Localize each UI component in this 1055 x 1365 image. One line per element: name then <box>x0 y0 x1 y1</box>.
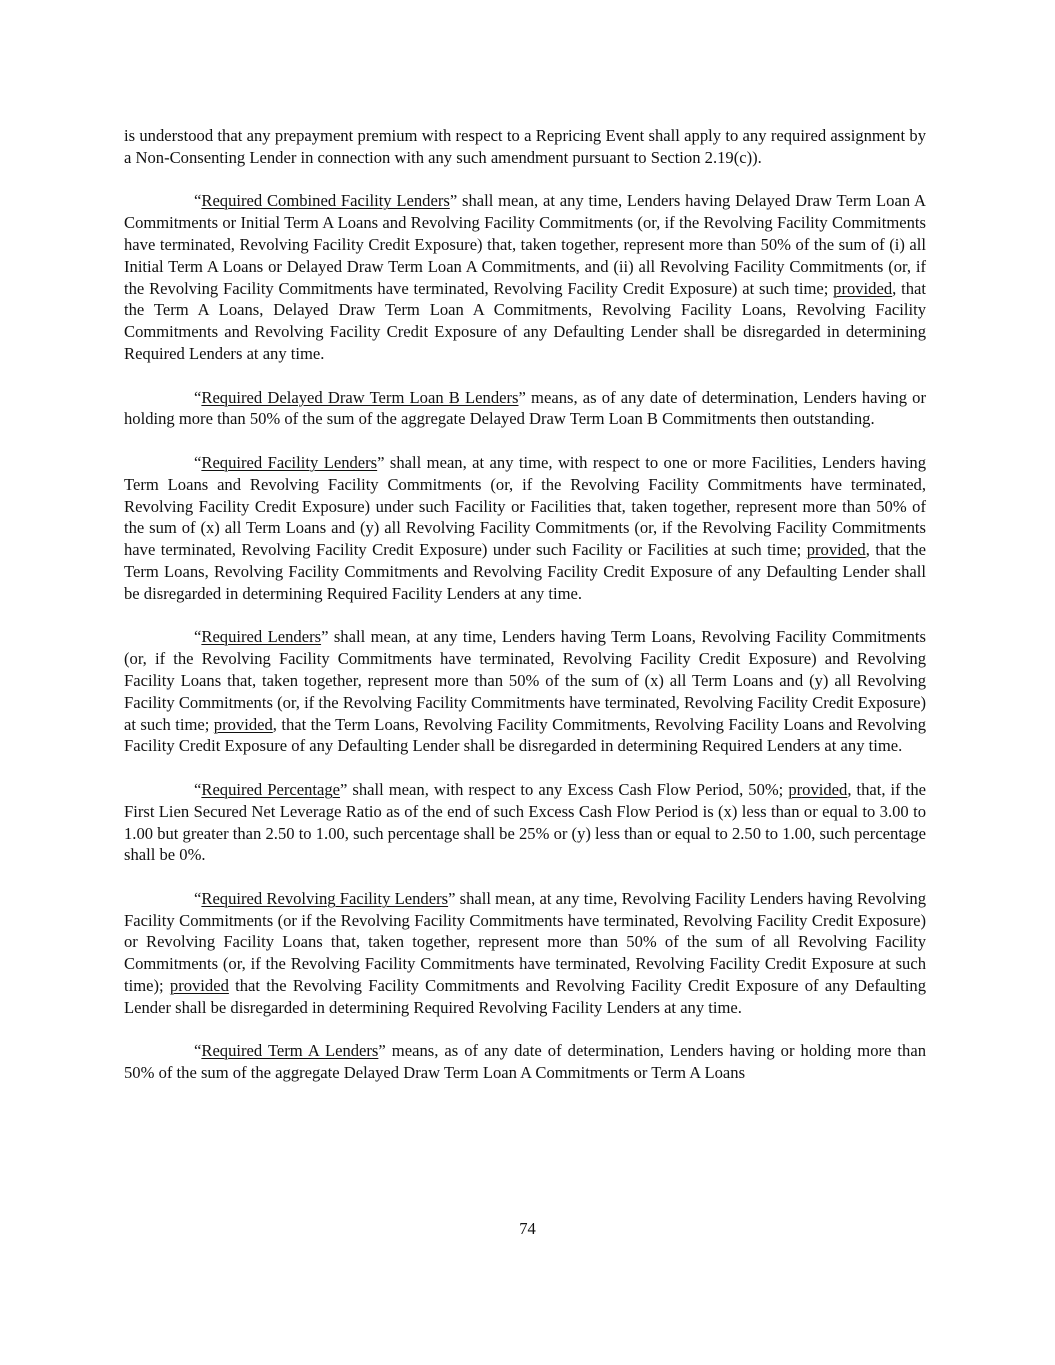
page-number: 74 <box>519 1219 536 1238</box>
definition-required-delayed-draw-term-loan-b-lenders: “Required Delayed Draw Term Loan B Lenders” means, as of any date of determination, Lenders having or holding more than 50% of the sum of the aggregate Delayed Draw Term Loan B Commitments then outstanding. <box>124 387 926 429</box>
proviso-term: provided <box>788 779 848 799</box>
proviso-term: provided <box>213 714 273 734</box>
defined-term: Required Delayed Draw Term Loan B Lenders <box>201 387 519 407</box>
document-page <box>124 125 926 1106</box>
defined-term: Required Lenders <box>201 627 322 647</box>
defined-term: Required Term A Lenders <box>201 1041 379 1061</box>
defined-term: Required Percentage <box>201 779 341 799</box>
proviso-term: provided <box>833 278 893 298</box>
defined-term: Required Combined Facility Lenders <box>201 191 450 211</box>
defined-term: Required Facility Lenders <box>201 452 378 472</box>
definition-required-lenders: “Required Lenders” shall mean, at any time, Lenders having Term Loans, Revolving Facility Commitments (or, if the Revolving Facility Commitments have terminated, Revolving Facility Credit Exposure) and Revolving Facility Loans that, taken together, represent more than 50% of the sum of (x) all Term Loans and (y) all Revolving Facility Commitments (or, if the Revolving Facility Commitments have terminated, Revolving Facility Credit Exposure) at such time; provided, that the Term Loans, Revolving Facility Commitments, Revolving Facility Loans and Revolving Facility Credit Exposure of any Defaulting Lender shall be disregarded in determining Required Lenders at any time. <box>124 627 927 756</box>
definition-required-percentage: “Required Percentage” shall mean, with respect to any Excess Cash Flow Period, 50%; provided, that, if the First Lien Secured Net Leverage Ratio as of the end of such Excess Cash Flow Period is (x) less than or equal to 3.00 to 1.00 but greater than 2.50 to 1.00, such percentage shall be 25% or (y) less than or equal to 2.50 to 1.00, such percentage shall be 0%. <box>124 779 926 865</box>
definition-required-term-a-lenders: “Required Term A Lenders” means, as of any date of determination, Lenders having or holding more than 50% of the sum of the aggregate Delayed Draw Term Loan A Commitments or Term A Loans <box>124 1041 926 1083</box>
definition-required-revolving-facility-lenders: “Required Revolving Facility Lenders” shall mean, at any time, Revolving Facility Lenders having Revolving Facility Commitments (or if the Revolving Facility Commitments have terminated, Revolving Facility Credit Exposure) or Revolving Facility Loans that, taken together, represent more than 50% of the sum of all Revolving Facility Commitments (or, if the Revolving Facility Commitments have terminated, Revolving Facility Credit Exposure at such time); provided that the Revolving Facility Commitments and Revolving Facility Credit Exposure of any Defaulting Lender shall be disregarded in determining Required Revolving Facility Lenders at any time. <box>124 888 926 1017</box>
proviso-term: provided <box>806 540 866 560</box>
continuation-paragraph: is understood that any prepayment premium with respect to a Repricing Event shall apply to any required assignment by a Non-Consenting Lender in connection with any such amendment pursuant to Section 2.19(c)). <box>124 126 926 167</box>
proviso-term: provided <box>169 976 229 996</box>
definition-required-combined-facility-lenders: “Required Combined Facility Lenders” shall mean, at any time, Lenders having Delayed Draw Term Loan A Commitments or Initial Term A Loans and Revolving Facility Commitments (or, if the Revolving Facility Commitments have terminated, Revolving Facility Credit Exposure) that, taken together, represent more than 50% of the sum of (i) all Initial Term A Loans or Delayed Draw Term Loan A Commitments, and (ii) all Revolving Facility Commitments (or, if the Revolving Facility Commitments have terminated, Revolving Facility Credit Exposure) at such time; provided, that the Term A Loans, Delayed Draw Term Loan A Commitments, Revolving Facility Loans, Revolving Facility Commitments and Revolving Facility Credit Exposure of any Defaulting Lender shall be disregarded in determining Required Lenders at any time. <box>124 191 926 363</box>
definition-required-facility-lenders: “Required Facility Lenders” shall mean, at any time, with respect to one or more Facilities, Lenders having Term Loans and Revolving Facility Commitments (or, if the Revolving Facility Commitments have terminated, Revolving Facility Credit Exposure) under such Facility or Facilities that, taken together, represent more than 50% of the sum of (x) all Term Loans and (y) all Revolving Facility Commitments (or, if the Revolving Facility Commitments have terminated, Revolving Facility Credit Exposure) under such Facility or Facilities at such time; provided, that the Term Loans, Revolving Facility Commitments and Revolving Facility Credit Exposure of any Defaulting Lender shall be disregarded in determining Required Facility Lenders at any time. <box>124 452 927 603</box>
defined-term: Required Revolving Facility Lenders <box>201 888 449 908</box>
